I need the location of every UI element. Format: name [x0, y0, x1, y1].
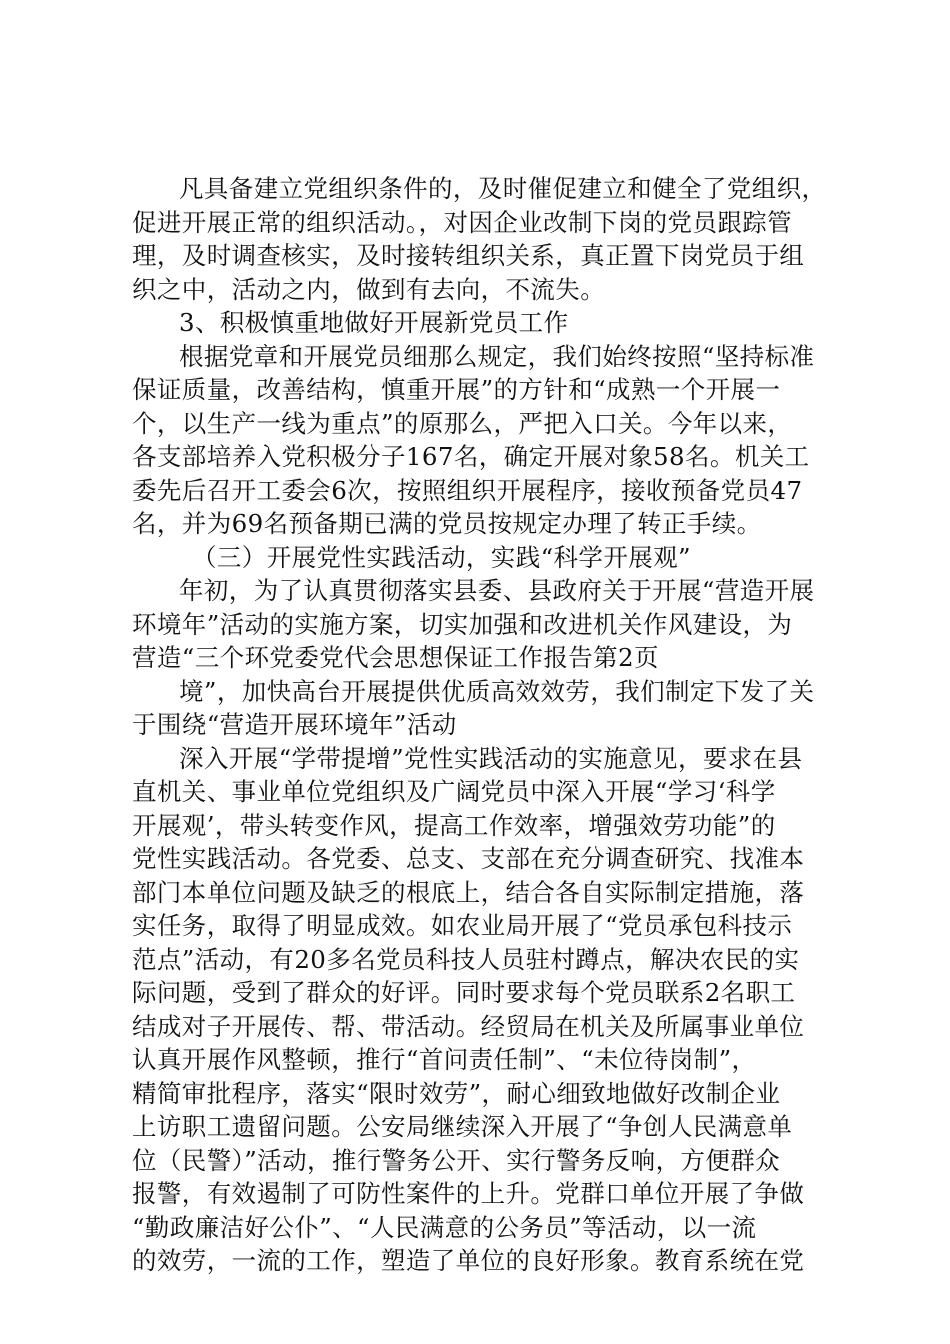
- text-line: 部门本单位问题及缺乏的根底上，结合各自实际制定措施，落: [132, 877, 805, 907]
- text-line: 凡具备建立党组织条件的，及时催促建立和健全了党组织，: [179, 174, 827, 203]
- text-line: 委先后召开工委会6次，按照组织开展程序，接收预备党员47: [132, 475, 803, 505]
- section-heading: （三）开展党性实践活动，实践“科学开展观”: [192, 542, 691, 572]
- text-line: 年初，为了认真贯彻落实县委、县政府关于开展“营造开展: [179, 576, 815, 605]
- text-line: 于围绕“营造开展环境年”活动: [132, 710, 457, 739]
- section-heading: 3、积极慎重地做好开展新党员工作: [179, 308, 569, 337]
- text-line: 个，以生产一线为重点”的原那么，严把入口关。今年以来，: [132, 408, 793, 438]
- text-line: 织之中，活动之内，做到有去向，不流失。: [132, 274, 606, 304]
- text-line: 开展观’，带头转变作风，提高工作效率，增强效劳功能”的: [132, 810, 776, 840]
- text-line: 理，及时调查核实，及时接转组织关系，真正置下岗党员于组: [132, 241, 805, 270]
- text-line: 各支部培养入党积极分子167名，确定开展对象58名。机关工: [132, 442, 810, 471]
- text-line: 认真开展作风整顿，推行“首问责任制”、“未位待岗制”，: [132, 1045, 757, 1074]
- text-line: 促进开展正常的组织活动。，对因企业改制下岗的党员跟踪管: [132, 207, 793, 237]
- text-line: 境”，加快高台开展提供优质高效效劳，我们制定下发了关: [179, 676, 815, 706]
- text-line: 结成对子开展传、帮、带活动。经贸局在机关及所属事业单位: [132, 1011, 805, 1041]
- text-line: 的效劳，一流的工作，塑造了单位的良好形象。教育系统在党: [132, 1246, 805, 1275]
- text-line: 深入开展“学带提增”党性实践活动的实施意见，要求在县: [179, 743, 803, 773]
- text-line: 名，并为69名预备期已满的党员按规定办理了转正手续。: [132, 509, 762, 538]
- text-line: 党性实践活动。各党委、总支、支部在充分调查研究、找准本: [132, 844, 805, 873]
- text-line: 报警，有效遏制了可防性案件的上升。党群口单位开展了争做: [132, 1179, 805, 1208]
- text-line: 保证质量，改善结构，慎重开展”的方针和“成熟一个开展一: [132, 375, 781, 404]
- text-line: 直机关、事业单位党组织及广阔党员中深入开展“学习‘科学: [132, 777, 776, 806]
- text-line: 范点”活动，有20多名党员科技人员驻村蹲点，解决农民的实: [132, 944, 800, 974]
- text-line: 实任务，取得了明显成效。如农业局开展了“党员承包科技示: [132, 911, 793, 940]
- text-line: 际问题，受到了群众的好评。同时要求每个党员联系2名职工: [132, 978, 796, 1007]
- text-line: 位（民警）”活动，推行警务公开、实行警务反响，方便群众: [132, 1145, 781, 1175]
- text-line: 上访职工遗留问题。公安局继续深入开展了“争创人民满意单: [132, 1112, 793, 1141]
- text-line: 环境年”活动的实施方案，切实加强和改进机关作风建设，为: [132, 609, 793, 639]
- text-line: 根据党章和开展党员细那么规定，我们始终按照“坚持标准: [179, 341, 815, 371]
- document-body: [132, 172, 827, 1278]
- text-line: “勤政廉洁好公仆”、“人民满意的公务员”等活动，以一流: [132, 1212, 757, 1242]
- text-line: 精简审批程序，落实“限时效劳”，耐心细致地做好改制企业: [132, 1078, 781, 1108]
- text-line: 营造“三个环党委党代会思想保证工作报告第2页: [132, 643, 659, 672]
